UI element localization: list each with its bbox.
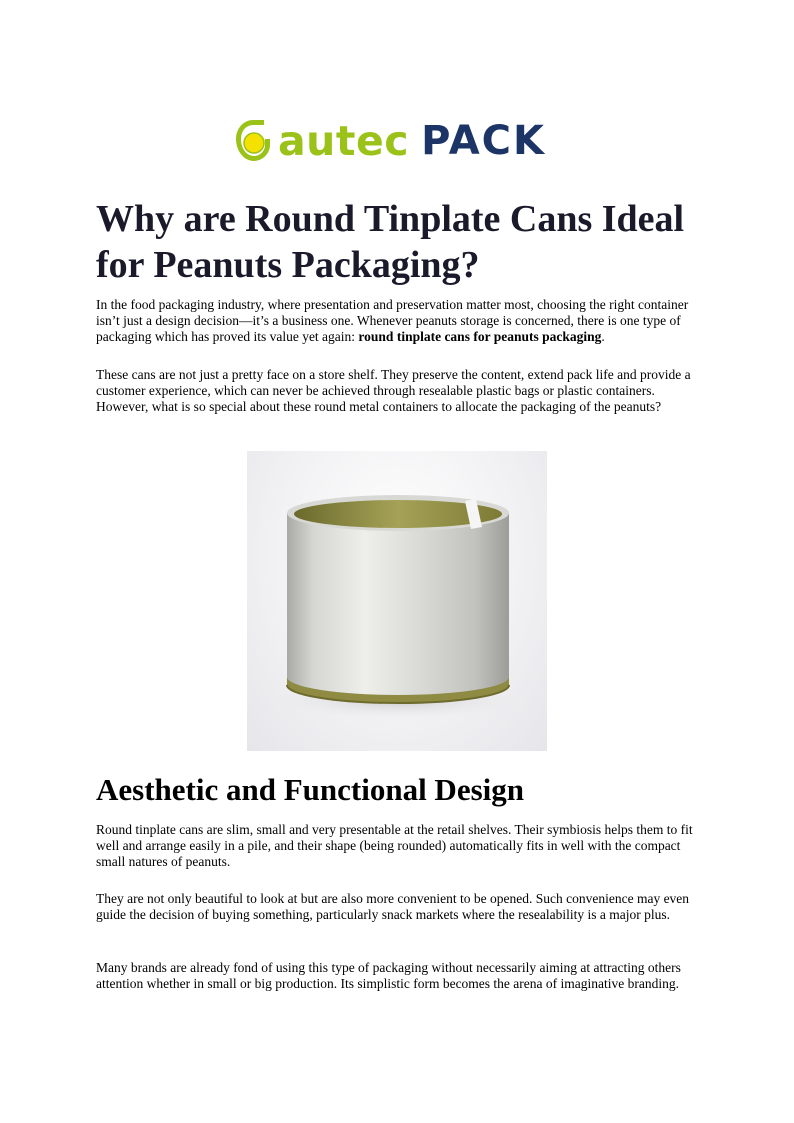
tinplate-can-image-icon [247,451,547,751]
section-heading: Aesthetic and Functional Design [96,772,524,807]
autec-logo-mark-icon [232,117,274,169]
paragraph-3: Round tinplate cans are slim, small and very presentable at the retail shelves. Their symbiosis helps them to fit well and arrange easily in a pile, and their shape (being rounded) automatically fits in well with the compact small natures of peanuts. [96,822,693,869]
intro-end: . [601,329,605,344]
logo-text-autec: autec [278,116,410,165]
paragraph-2: These cans are not just a pretty face on a store shelf. They preserve the content, extend pack life and provide a customer experience, which can never be achieved through resealable plastic bags or plastic containers. However, what is so special about these round metal containers to allocate the packaging of the peanuts? [96,367,691,414]
intro-text: In the food packaging industry, where presentation and preservation matter most, choosing the right container isn’t just a design decision—it’s a business one. Whenever peanuts storage is concerned, there is one type of packaging which has proved its value yet again: [96,297,689,344]
brand-logo [232,116,574,170]
article-title: Why are Round Tinplate Cans Ideal for Peanuts Packaging? [96,198,685,286]
intro-paragraph [96,297,700,345]
logo-text-pack: PACK [421,118,547,164]
paragraph-4: They are not only beautiful to look at but are also more convenient to be opened. Such convenience may even guide the decision of buying something, particularly snack markets where the resealability is a major plus. [96,891,690,922]
paragraph-5: Many brands are already fond of using this type of packaging without necessarily aiming at attracting others attention whether in small or big production. Its simplistic form becomes the arena of imaginative branding. [96,960,681,991]
tinplate-can-photo [247,451,547,751]
intro-bold-keyword: round tinplate cans for peanuts packaging [358,329,602,344]
